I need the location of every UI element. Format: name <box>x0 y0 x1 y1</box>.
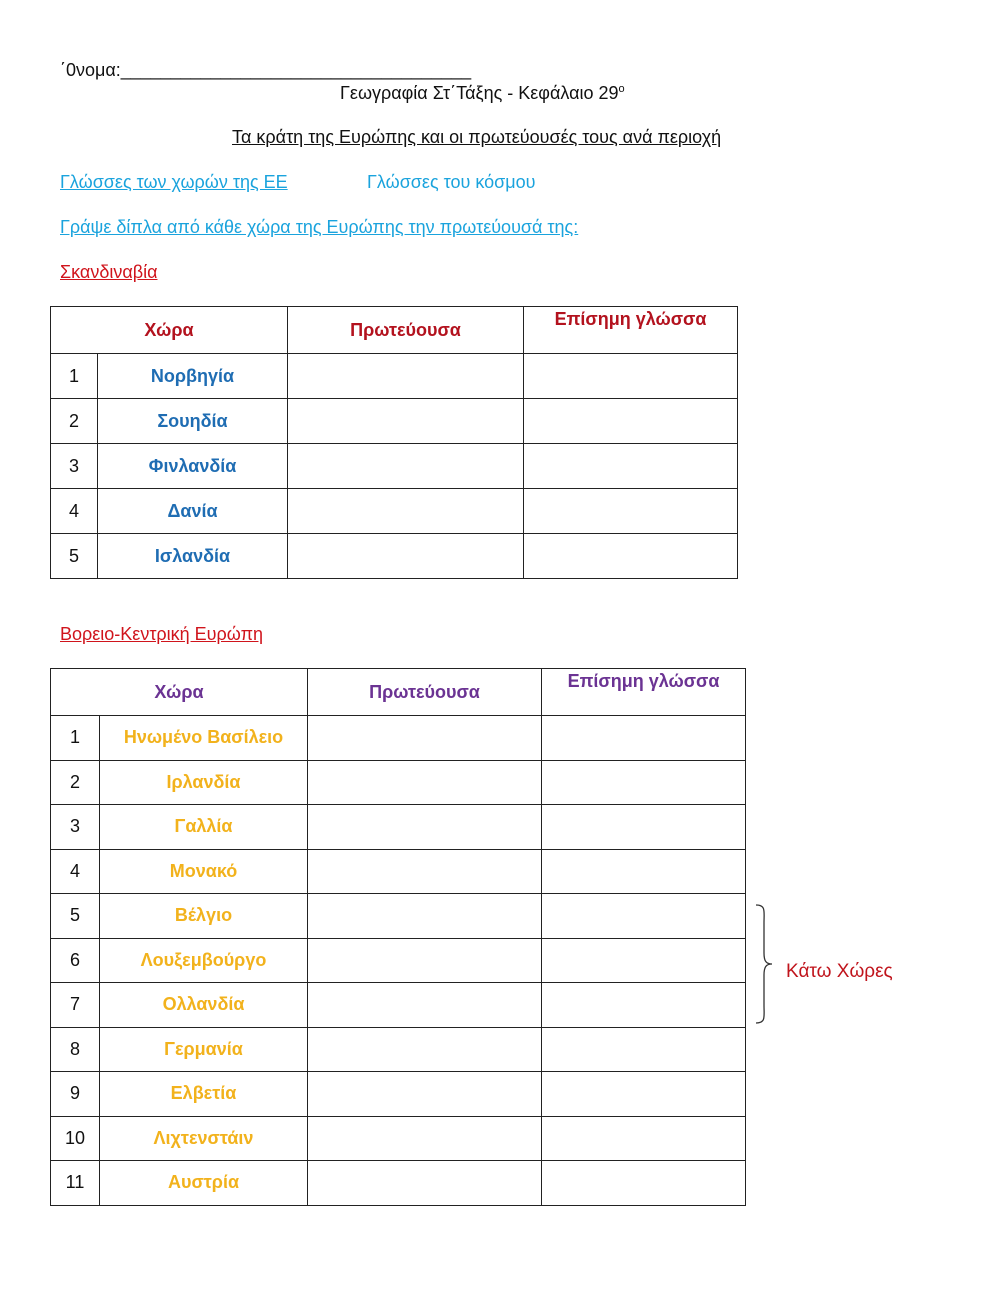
capital-cell[interactable] <box>288 354 524 399</box>
row-number: 2 <box>51 399 98 444</box>
country-name: Φινλανδία <box>98 444 288 489</box>
language-cell[interactable] <box>542 716 746 761</box>
language-cell[interactable] <box>542 1161 746 1206</box>
capital-cell[interactable] <box>308 716 542 761</box>
table-row <box>51 489 738 534</box>
country-name: Ιρλανδία <box>100 760 308 805</box>
country-name: Γαλλία <box>100 805 308 850</box>
row-number: 3 <box>51 444 98 489</box>
language-cell[interactable] <box>542 894 746 939</box>
row-number: 2 <box>51 760 100 805</box>
section-title-north-central-europe: Βορειο-Κεντρική Ευρώπη <box>60 624 263 644</box>
country-name: Ισλανδία <box>98 534 288 579</box>
language-cell[interactable] <box>542 938 746 983</box>
table-row <box>51 938 746 983</box>
country-name: Δανία <box>98 489 288 534</box>
header-capital: Πρωτεύουσα <box>308 669 542 716</box>
row-number: 4 <box>51 489 98 534</box>
row-number: 1 <box>51 354 98 399</box>
language-cell[interactable] <box>524 354 738 399</box>
country-name: Λιχτενστάιν <box>100 1116 308 1161</box>
table-row <box>51 1027 746 1072</box>
scandinavia-table <box>50 306 738 579</box>
table-row <box>51 354 738 399</box>
capital-cell[interactable] <box>288 399 524 444</box>
world-languages-link[interactable]: Γλώσσες του κόσμου <box>367 172 536 192</box>
capital-cell[interactable] <box>308 805 542 850</box>
header-language: Επίσημη γλώσσα <box>524 307 738 354</box>
language-cell[interactable] <box>542 760 746 805</box>
capital-cell[interactable] <box>308 938 542 983</box>
table-header-row <box>51 669 746 716</box>
language-cell[interactable] <box>542 849 746 894</box>
capital-cell[interactable] <box>308 894 542 939</box>
brace-label-low-countries: Κάτω Χώρες <box>786 961 893 982</box>
subject-superscript: ο <box>618 83 625 95</box>
table-header-row <box>51 307 738 354</box>
language-cell[interactable] <box>542 805 746 850</box>
row-number: 5 <box>51 894 100 939</box>
capital-cell[interactable] <box>308 849 542 894</box>
capital-cell[interactable] <box>308 1116 542 1161</box>
header-language: Επίσημη γλώσσα <box>542 669 746 716</box>
table-row <box>51 1116 746 1161</box>
row-number: 10 <box>51 1116 100 1161</box>
table-row <box>51 1072 746 1117</box>
page-title: Τα κράτη της Ευρώπης και οι πρωτεύουσές τους ανά περιοχή <box>232 127 722 147</box>
language-cell[interactable] <box>524 534 738 579</box>
language-cell[interactable] <box>542 1027 746 1072</box>
subject-text: Γεωγραφία Στ΄Τάξης - Κεφάλαιο 29 <box>340 83 619 103</box>
row-number: 1 <box>51 716 100 761</box>
row-number: 3 <box>51 805 100 850</box>
row-number: 4 <box>51 849 100 894</box>
country-name: Μονακό <box>100 849 308 894</box>
country-name: Αυστρία <box>100 1161 308 1206</box>
row-number: 6 <box>51 938 100 983</box>
curly-brace-icon <box>752 903 776 1025</box>
country-name: Σουηδία <box>98 399 288 444</box>
language-cell[interactable] <box>524 444 738 489</box>
capital-cell[interactable] <box>288 534 524 579</box>
row-number: 11 <box>51 1161 100 1206</box>
capital-cell[interactable] <box>288 489 524 534</box>
header-country: Χώρα <box>51 669 308 716</box>
table-row <box>51 1161 746 1206</box>
table-row <box>51 849 746 894</box>
country-name: Γερμανία <box>100 1027 308 1072</box>
eu-languages-link[interactable]: Γλώσσες των χωρών της ΕΕ <box>60 172 288 192</box>
north-central-europe-table <box>50 668 746 1206</box>
capital-cell[interactable] <box>308 1027 542 1072</box>
language-cell[interactable] <box>524 489 738 534</box>
subject-line <box>340 83 625 104</box>
table-row <box>51 983 746 1028</box>
country-name: Ολλανδία <box>100 983 308 1028</box>
table-row <box>51 716 746 761</box>
name-field-label: ΄0νομα:___________________________________ <box>60 60 472 80</box>
row-number: 8 <box>51 1027 100 1072</box>
table-row <box>51 805 746 850</box>
capital-cell[interactable] <box>308 760 542 805</box>
table-row <box>51 399 738 444</box>
row-number: 9 <box>51 1072 100 1117</box>
country-name: Νορβηγία <box>98 354 288 399</box>
table-row <box>51 760 746 805</box>
table-row <box>51 894 746 939</box>
capital-cell[interactable] <box>308 1161 542 1206</box>
header-capital: Πρωτεύουσα <box>288 307 524 354</box>
row-number: 7 <box>51 983 100 1028</box>
country-name: Ελβετία <box>100 1072 308 1117</box>
language-cell[interactable] <box>542 1072 746 1117</box>
table-row <box>51 534 738 579</box>
capital-cell[interactable] <box>308 1072 542 1117</box>
language-cell[interactable] <box>542 983 746 1028</box>
country-name: Ηνωμένο Βασίλειο <box>100 716 308 761</box>
table-row <box>51 444 738 489</box>
row-number: 5 <box>51 534 98 579</box>
capital-cell[interactable] <box>308 983 542 1028</box>
language-cell[interactable] <box>542 1116 746 1161</box>
instruction-text: Γράψε δίπλα από κάθε χώρα της Ευρώπης την πρωτεύουσά της: <box>60 217 579 237</box>
country-name: Βέλγιο <box>100 894 308 939</box>
section-title-scandinavia: Σκανδιναβία <box>60 262 158 282</box>
header-country: Χώρα <box>51 307 288 354</box>
language-cell[interactable] <box>524 399 738 444</box>
country-name: Λουξεμβούργο <box>100 938 308 983</box>
capital-cell[interactable] <box>288 444 524 489</box>
